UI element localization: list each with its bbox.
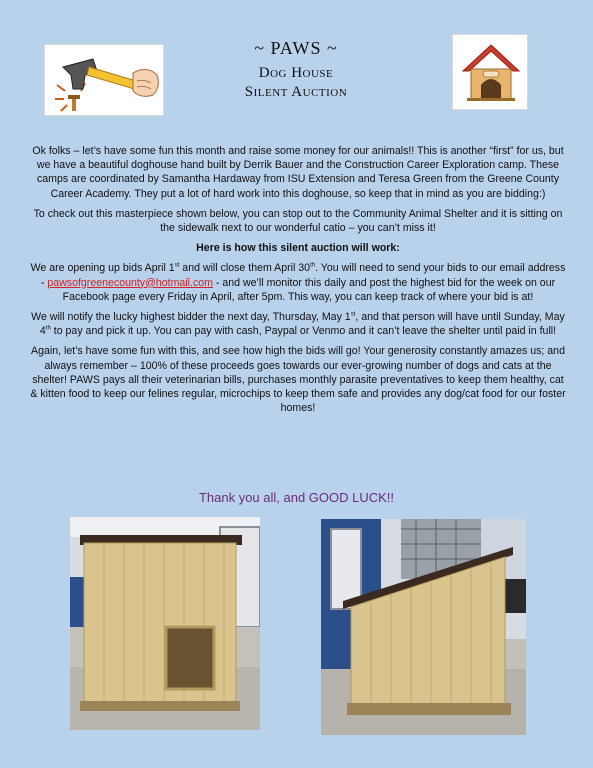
location-paragraph: To check out this masterpiece shown below, you can stop out to the Community Animal Shelter and it is sitting on the sidewalk next to our wonderful catio – you can’t miss it! [33,207,563,235]
thank-you-line: Thank you all, and GOOD LUCK!! [198,490,395,505]
bidding-paragraph: We are opening up bids April 1st and will close them April 30th. You will need to send your bids to our email address - pawsofgreenecounty@hotmail.com - and we’ll monitor this daily and post the highest bid for the week on our Facebook page every Friday in April, after 5pm. This way, you can keep track of where your bid is at! [30,262,566,303]
intro-paragraph: Ok folks – let’s have some fun this month and raise some money for our animals!! This is another “first” for us, but we have a beautiful doghouse hand built by Derrik Bauer and the Construction Career Exploration camp. These camps are coordinated by Samantha Hardaway from ISU Extension and Teresa Green from the Greene County Career Academy. They put a lot of hard work into this doghouse, so keep that in mind as you are bidding:) [32,145,564,200]
page-subtitle-line2: Silent Auction [244,84,348,100]
page-title: ~ PAWS ~ [254,38,338,58]
dog-house-icon [452,34,528,110]
title-block [180,38,412,101]
closing-paragraph: Again, let’s have some fun with this, and see how high the bids will go! Your generosity constantly amazes us; and always remember – 100% of these proceeds goes towards our ever-growing number of dogs and cats at the shelter! PAWS pays all their veterinarian bills, purchases monthly parasite preventatives to keep them healthy, cat & kitten food to keep our felines regular, microchips to keep them safe and provides any dog/cat food for our foster homes! [30,345,566,415]
doghouse-side-photo [321,519,526,735]
email-link[interactable]: pawsofgreenecounty@hotmail.com [47,276,213,289]
winner-paragraph: We will notify the lucky highest bidder the next day, Thursday, May 1st, and that person will have until Sunday, May 4th to pay and pick it up. You can pay with cash, Paypal or Venmo and it can’t leave the shelter until paid in full! [31,311,565,338]
doghouse-front-photo [70,517,260,730]
hammer-icon [44,44,164,116]
announcement-body [28,144,568,421]
how-it-works-heading: Here is how this silent auction will work: [196,242,400,255]
page-subtitle-line1: Dog House [258,65,334,81]
